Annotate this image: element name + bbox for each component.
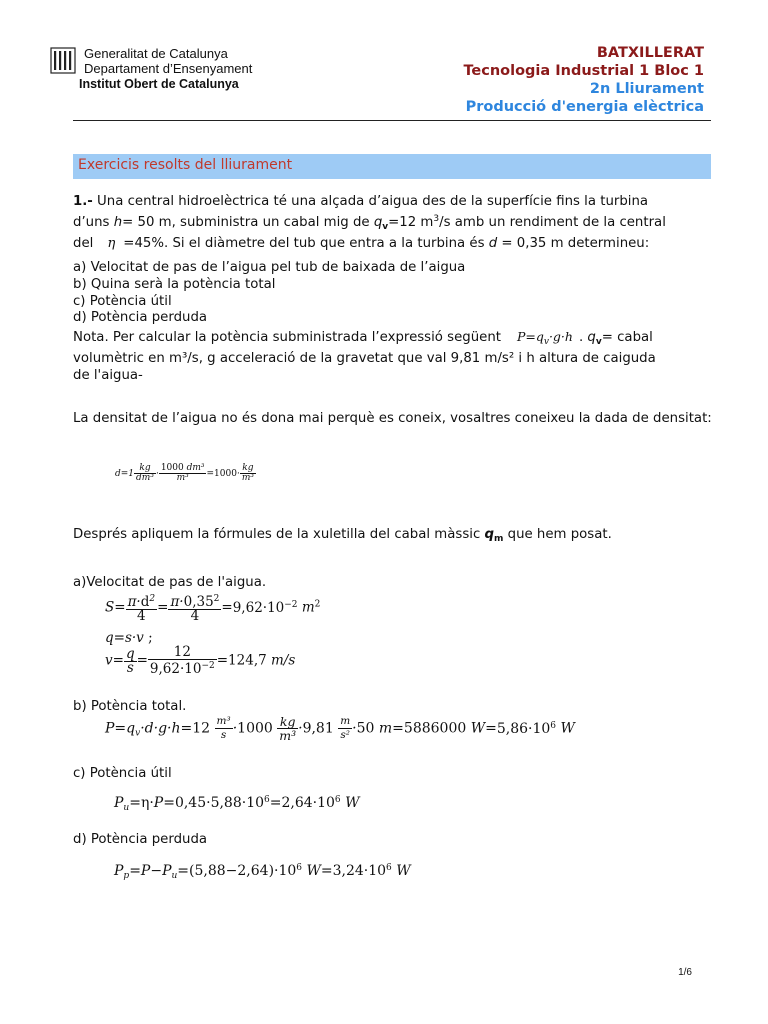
note-paragraph: Nota. Per calcular la potència subministrada l’expressió següent $P=q_v\cdot g\cdot h$ . $q_v=$ cabal volumètric en m³/s, g acceleració de la gravetat que val 9,81 m/s² i h altura de caiguda de l'aigua- xyxy=(73,329,656,383)
velocity-formula: v= $\frac{q}{s}$ = $\frac{12}{9,62\cdot 10^{-2}}$ =124,7 m/s xyxy=(105,644,296,677)
useful-power-formula: $P_u=\eta\cdot P=0,45\cdot 5,88\cdot 10^6=2,64\cdot 10^6$ W xyxy=(114,795,360,813)
density-paragraph: La densitat de l’aigua no és dona mai perquè es coneix, vosaltres coneixeu la dada de densitat: xyxy=(73,411,712,426)
solution-a-title: a)Velocitat de pas de l'aigua. xyxy=(73,575,267,590)
org-name: Generalitat de Catalunya xyxy=(84,46,228,61)
question-a: a) Velocitat de pas de l’aigua pel tub de baixada de l’aigua xyxy=(73,260,466,275)
generalitat-logo-icon xyxy=(50,47,76,74)
section-banner xyxy=(73,154,711,179)
cabal-paragraph: Després apliquem la fórmules de la xuletilla del cabal màssic $q_m$ que hem posat. xyxy=(73,527,612,544)
problem-statement: 1.- Una central hidroelèctrica té una alçada d’aigua des de la superfície fins la turbina d’uns h= 50 m, subministra un cabal mig de $q_v=12$ $m^3/s$ amb un rendiment de la central del η =45%. Si el diàmetre del tub que entra a la turbina és d = 0,35 m determineu: xyxy=(73,194,666,251)
subject-title: Tecnologia Industrial 1 Bloc 1 xyxy=(463,63,704,79)
power-formula: $P=q_v\cdot g\cdot h$ xyxy=(516,329,573,347)
problem-number: 1.- xyxy=(73,194,93,209)
question-b: b) Quina serà la potència total xyxy=(73,276,276,292)
density-formula: d=1 $\frac{kg}{\text{dm³}}$ · $\frac{\text{1000 dm³}}{\text{m³}}$ =1000· $\frac{kg}{\text{m³}}$ xyxy=(115,463,254,483)
page-number: 1/6 xyxy=(678,967,692,978)
question-list xyxy=(73,260,713,327)
eta-symbol: η xyxy=(107,235,116,251)
section-title: Exercicis resolts del lliurament xyxy=(78,157,293,173)
department-name: Departament d’Ensenyament xyxy=(84,61,253,76)
course-level: BATXILLERAT xyxy=(596,45,704,61)
flow-formula: q=s·v ; xyxy=(105,630,153,646)
question-d: d) Potència perduda xyxy=(73,310,208,326)
delivery-title: 2n Lliurament xyxy=(589,81,704,97)
area-formula: S= $\frac{\pi\cdot d^2}{4}$ = $\frac{\pi\cdot 0,35^2}{4}$ $=9,62\cdot 10^{-2}$ $m^2$ xyxy=(105,594,321,624)
topic-title: Producció d'energia elèctrica xyxy=(465,99,704,115)
solution-d-title: d) Potència perduda xyxy=(73,832,208,847)
total-power-formula: $P=q_v\cdot d\cdot g\cdot h=12$ $\frac{\text{m³}}{s}$ ·1000 $\frac{kg}{\text{m³}}$ ·9,81 $\frac{m}{\text{s²}}$ ·50 m=5886000 $W=5,86\cdot 10^6$ W xyxy=(105,714,575,743)
institute-name: Institut Obert de Catalunya xyxy=(79,77,239,91)
solution-b-title: b) Potència total. xyxy=(73,699,187,714)
header-divider xyxy=(73,120,711,121)
question-c: c) Potència útil xyxy=(73,293,172,309)
lost-power-formula: $P_p=P-P_u=(5,88-2,64)\cdot 10^6$ $W=3,24\cdot 10^6$ W xyxy=(114,863,411,881)
solution-c-title: c) Potència útil xyxy=(73,766,172,781)
